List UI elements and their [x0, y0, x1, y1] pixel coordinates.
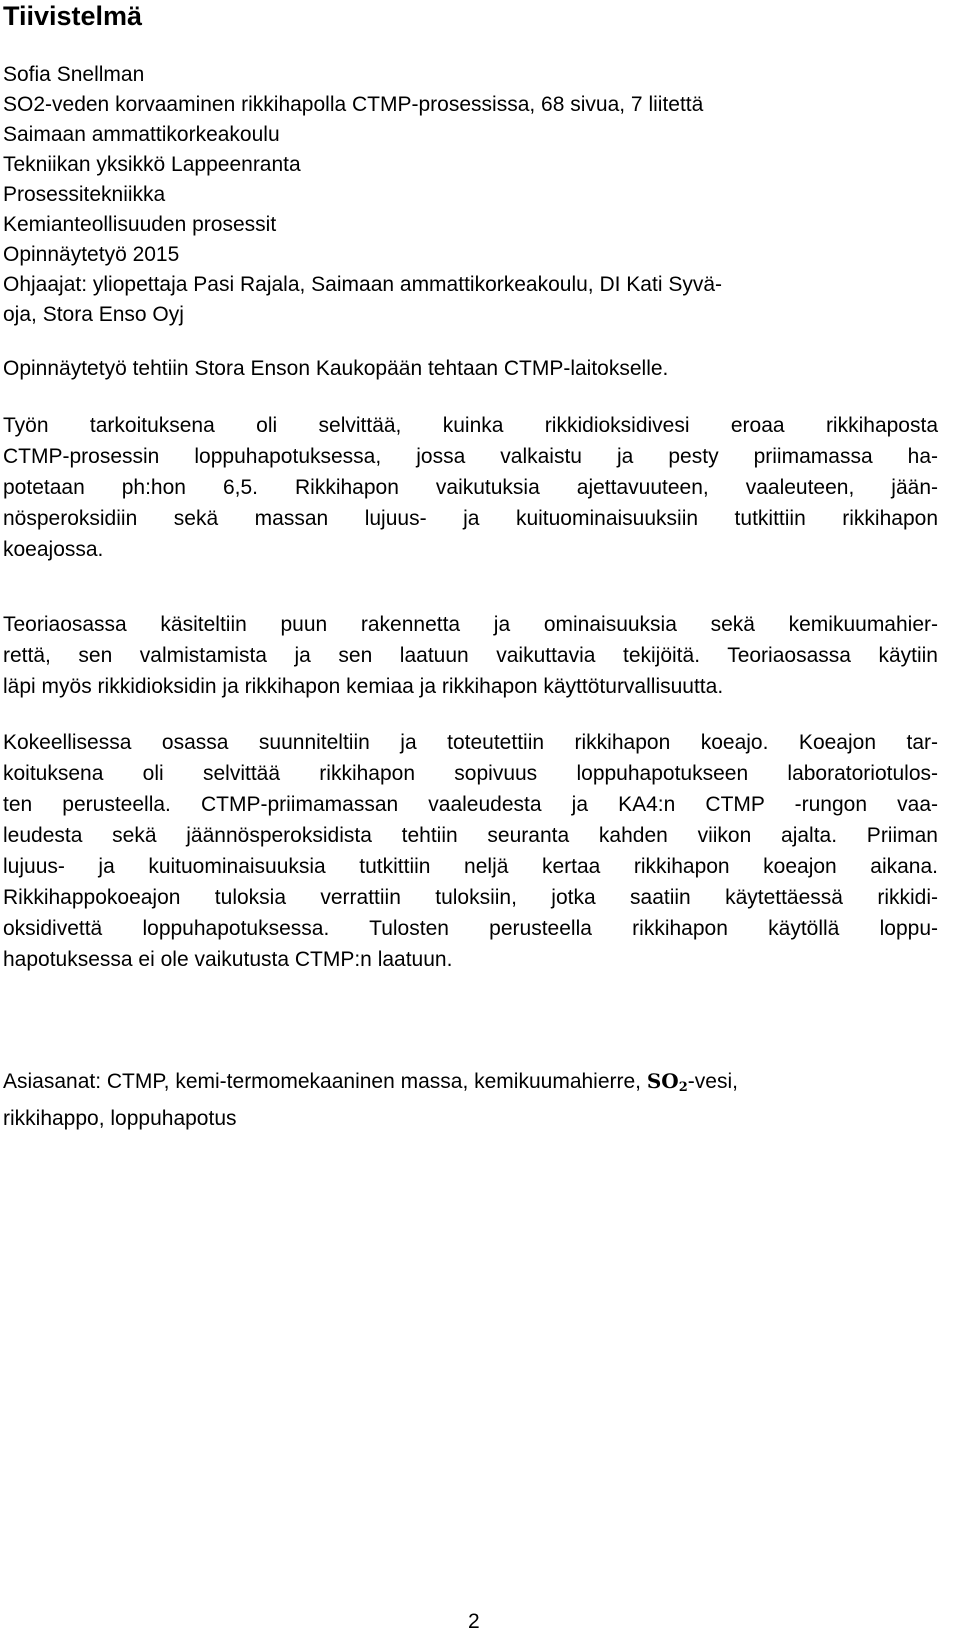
specialisation-line: Kemianteollisuuden prosessit [3, 213, 277, 236]
thesis-year-line: Opinnäytetyö 2015 [3, 243, 180, 266]
text-line: potetaan ph:hon 6,5. Rikkihapon vaikutuksia ajettavuuteen, vaaleuteen, jään- [3, 476, 938, 499]
keywords-text: Asiasanat: CTMP, kemi-termomekaaninen massa, kemikuumahierre, [3, 1070, 647, 1093]
text-line: oksidivettä loppuhapotuksessa. Tulosten perusteella rikkihapon käytöllä loppu- [3, 917, 938, 940]
so2-formula [647, 1069, 688, 1093]
text-line: ten perusteella. CTMP-priimamassan vaaleudesta ja KA4:n CTMP -rungon vaa- [3, 793, 938, 816]
supervisors-line-cont: oja, Stora Enso Oyj [3, 303, 184, 326]
text-line: Rikkihappokoeajon tuloksia verrattiin tuloksiin, jotka saatiin käytettäessä rikkidi- [3, 886, 938, 909]
formula-subscript: 2 [678, 1080, 688, 1095]
text-line: läpi myös rikkidioksidin ja rikkihapon kemiaa ja rikkihapon käyttöturvallisuutta. [3, 675, 724, 698]
author-line: Sofia Snellman [3, 63, 145, 86]
text-line: lujuus- ja kuituominaisuuksia tutkittiin neljä kertaa rikkihapon koeajon aikana. [3, 855, 938, 878]
abstract-paragraph-3 [3, 609, 938, 702]
text-line: rettä, sen valmistamista ja sen laatuun vaikuttavia tekijöitä. Teoriaosassa käytiin [3, 644, 938, 667]
text-line: hapotuksessa ei ole vaikutusta CTMP:n laatuun. [3, 948, 453, 971]
abstract-paragraph-1 [3, 353, 938, 384]
text-line: Kokeellisessa osassa suunniteltiin ja toteutettiin rikkihapon koeajo. Koeajon tar- [3, 731, 938, 754]
keywords-line-2: rikkihappo, loppuhapotus [3, 1107, 237, 1130]
faculty-line: Tekniikan yksikkö Lappeenranta [3, 153, 301, 176]
abstract-paragraph-4 [3, 727, 938, 975]
text-line: CTMP-prosessin loppuhapotuksessa, jossa valkaistu ja pesty priimamassa ha- [3, 445, 938, 468]
page-heading: Tiivistelmä [3, 1, 143, 31]
title-line: SO2-veden korvaaminen rikkihapolla CTMP-prosessissa, 68 sivua, 7 liitettä [3, 93, 704, 116]
text-line: nösperoksidiin sekä massan lujuus- ja kuituominaisuuksiin tutkittiin rikkihapon [3, 507, 938, 530]
supervisors-line: Ohjaajat: yliopettaja Pasi Rajala, Saimaan ammattikorkeakoulu, DI Kati Syvä- [3, 273, 723, 296]
keywords-text-suffix: -vesi, [687, 1070, 738, 1093]
keywords-line-1 [3, 1066, 943, 1103]
abstract-paragraph-2 [3, 410, 938, 565]
text-line: Työn tarkoituksena oli selvittää, kuinka rikkidioksidivesi eroaa rikkihaposta [3, 414, 938, 437]
degree-programme-line: Prosessitekniikka [3, 183, 166, 206]
institution-line: Saimaan ammattikorkeakoulu [3, 123, 280, 146]
text-line: koituksena oli selvittää rikkihapon sopivuus loppuhapotukseen laboratoriotulos- [3, 762, 938, 785]
text-line: Teoriaosassa käsiteltiin puun rakennetta ja ominaisuuksia sekä kemikuumahier- [3, 613, 938, 636]
page-number: 2 [468, 1610, 480, 1633]
text-line: Opinnäytetyö tehtiin Stora Enson Kaukopään tehtaan CTMP-laitokselle. [3, 357, 669, 380]
thesis-metadata [3, 60, 943, 330]
keywords-block [3, 1066, 943, 1134]
text-line: leudesta sekä jäännösperoksidista tehtiin seuranta kahden viikon ajalta. Priiman [3, 824, 938, 847]
formula-base: SO [646, 1069, 679, 1093]
text-line: koeajossa. [3, 538, 104, 561]
